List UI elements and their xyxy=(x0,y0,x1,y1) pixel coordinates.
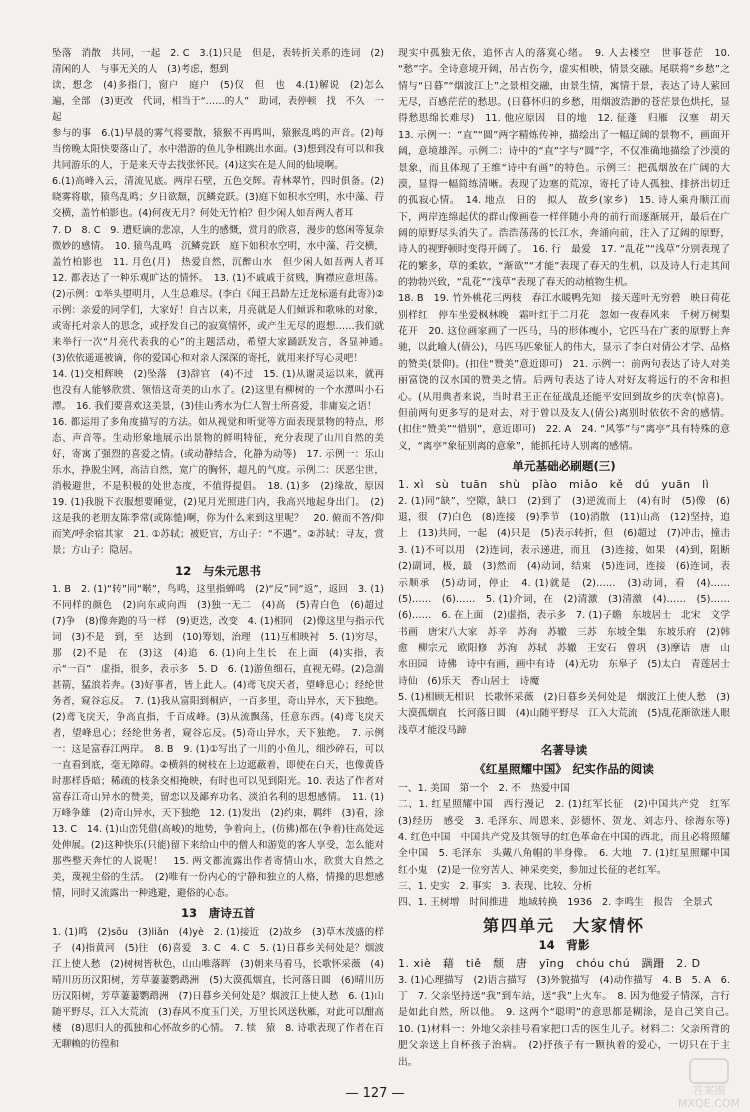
answer-paragraph: 现实中孤独无依，追怀古人的落寞心绪。 9. 人去楼空 世事苍茫 10. “愁”字。全诗意境开阔，吊古伤今，虚实相映，情景交融。尾联将“乡愁”之情与“日暮”“烟波江上”之景相交融，由景生情，寓情于景，表达了诗人萦回无尽，百感茫茫的愁思。(日暮怀归的乡愁，用烟波浩渺的苍茫景色烘托，显得愁思绵长难尽) 11. 他应原因 目的地 12. 征蓬 归雁 汉塞 胡天 13. 示例一：“直”“圆”两字精炼传神，描绘出了一幅辽阔的景物不，画面开阔，意境雄浑。示例二：诗中的“直”字与“圆”字，不仅准确地描绘了沙漠的景象，而且体现了王维“诗中有画”的特色。示例三：把孤烟放在广阔的大漠，显得一幅简练清晰。表现了边塞的荒凉，寄托了诗人孤独、排挤出切迁的孤寂心情。 14. 地点 日的 拟人 故乡(家乡) 15. 诗人乘舟顺江而下，两岸连绵起伏的群山像画卷一样伴随小舟的前行而逐渐展开，最后在广阔的原野尽头消失了。浩浩荡荡的长江水，奔涌向前，注入了辽阔的原野，诗人的视野顿时变得开阔了。 16. 行 最爱 17. “乱花”“浅草”分别表现了花的繁多，草的柔软，“渐欲”“才能”表现了春天的生机，以及诗人行走其间的勃勃兴致，“乱花”“浅草”表现了春天的动植物生机。 xyxy=(398,48,740,289)
answer-paragraph: 14. (1)交相辉映 (2)坠落 (3)辞官 (4)不过 15. (1)从谢灵运以来，就再也没有人能够欣赏、领悟这奇美的山水了。(2)这里有柳树的一个水潭叫小石潭。 16. 我们要喜欢这美景，(3)佳山秀水为仁人智士所喜爱，非庸妄之语！ xyxy=(52,368,384,413)
watermark-line1: 答案圈 xyxy=(692,1084,726,1097)
answer-paragraph: 18. B 19. 竹外桃花三两枝 春江水暖鸭先知 接天莲叶无穷碧 映日荷花别样红 停车坐爱枫林晚 霜叶红于二月花 忽如一夜春风来 千树万树梨花开 20. 这位画家画了一匹马，马的形体瘦小，它匹马在广袤的原野上奔驰，以此喻人(倩公)，马匹马匹象征人的伟大，显示了李白对倩公才学、品格的赞美(景仰)。(扣住“赞美”意近即可) 21. 示例一：前两句表达了诗人对美丽富饶的汉水国的赞美之情。后两句表达了诗人对好友将远行的不舍和担心。(从用典者来说，当时君王正在征战乱还能平安回到故乡的庆幸(惊喜)。但前两句更多写的是对去，对于曾以及友人(倩公)离别时依依不舍的感情。(扣住“赞美”“惜别”，意近即可) 22. A 24. “风筝”与“离亭”具有特殊的意义，“离亭”象征别离的意象”，能抓托诗人别离的感情。 xyxy=(398,293,730,452)
answer-paragraph: 四、1. 王树增 时间推进 地域转换 1936 2. 李鸣生 报告 全景式 xyxy=(398,897,713,909)
answer-paragraph: 7. D 8. C 9. 遭贬谪的悲凉，人生的感慨，赏月的欣喜，漫步的悠闲等复杂微妙的感情。 10. 猿鸟乱鸣 沉鳞竞跃 庭下如积水空明，水中藻、荇交横，盖竹柏影也 11. 月色(月) 热爱自然，沉醉山水 但少闲人如吾两人者耳 12. 都表达了一种乐观旷达的情怀。 13. (1)不戚戚于贫贱，胸襟应意坦荡。(2)示例：①举头望明月，人生总难尽。(李白《闻王昌龄左迁龙标遥有此寄》)②示例：亲爱的同学们，大家好！自古以来，月亮就是人们倾诉和歌咏的对象，或寄托对亲人的思念，或抒发自己的寂寞情怀，或产生无尽的遐想……我们就来举行一次“月亮代表我的心”的主题活动，希望大家踊跃发言，各显神通。 (3)依依遥遥被谪，你的爱国心和对亲人深深的寄托，就用来抒写心灵吧！ xyxy=(52,224,394,364)
answer-paragraph: 1. xì sù tuān shù pǐào miǎo kě dú yuān lì xyxy=(398,478,710,492)
watermark-badge-icon xyxy=(689,1058,729,1084)
answer-paragraph: 读，想念 (4)多指门，窗户 庭户 (5)仅 但 也 4.(1)解说 (2)怎么 遍，全部 (3)更改 代词，相当于“……的人” 助词，表停顿 找 不久 一起 xyxy=(52,80,394,124)
answer-paragraph: 三、1. 史实 2. 事实 3. 表现、比较、分析 xyxy=(398,880,593,892)
answer-paragraph: 5. (1)相顾无相识 长歌怀采薇 (2)日暮乡关何处是 烟波江上使人愁 (3)大漠孤烟直 长河落日圆 (4)山随平野尽 江入大荒流 (5)乱花渐欲迷人眼 浅草才能没马蹄 xyxy=(398,692,740,736)
page-number: — 127 — xyxy=(345,1086,405,1101)
section-heading: 14 背影 xyxy=(538,938,590,953)
answer-paragraph: 6.(1)高峰入云，清流见底。两岸石壁，五色交辉。青林翠竹，四时俱备。(2)晓雾将歇，猿鸟乱鸣；夕日欲颓，沉鳞竞跃。(3)庭下如积水空明，水中藻、荇交横，盖竹柏影也。(4)何夜无月？何处无竹柏？但少闲人如吾两人者耳 xyxy=(52,176,384,220)
answer-paragraph: 坠落 消散 共同，一起 2. C 3.(1)只是 但是，表转折关系的连词 (2)清闲的人 与事无关的人 (3)考虑，想到 xyxy=(52,48,384,76)
answer-paragraph: 1. (1)鸣 (2)sōu (3)liǎn (4)yè 2. (1)接近 (2)故乡 (3)草木茂盛的样子 (4)指黄河 (5)往 (6)喜爱 3. C 4. C 5. (1)日暮乡关何处是？烟波江上使人愁 (2)树树皆秋色，山山唯落晖 (3)朝来马看马，长歌怀采薇 (4)晴川历历汉阳树，芳草萋萋鹦鹉洲 (5)大漠孤烟直，长河落日圆 (6)晴川历历汉阳树，芳草萋萋鹦鹉洲 (7)日暮乡关何处是？烟波江上使人愁 6. (1)山随平野尽，江入大荒流 (3)春风不度玉门关，万里长风送秋雁，对此可以酣高楼 (8)思归人的孤独和心怀故乡的心情。 7. 犊 猿 8. 诗歌表现了作者在百无聊赖的彷徨和 xyxy=(52,926,384,1050)
watermark-logo xyxy=(676,1058,742,1110)
section-heading: 13 唐诗五首 xyxy=(180,906,256,921)
answer-paragraph: 二、1. 红星照耀中国 西行漫记 2. (1)红军长征 (2)中国共产党 红军 (3)经历 感受 3. 毛泽东、周恩来、彭德怀、贺龙、刘志丹、徐海东等) 4. 红色中国 中国共产党及其领导的红色革命在中国的西北，而且必将照耀全中国 5. 毛泽东 头戴八角帽的半身像。 6. 大地 7. (1)红星照耀中国 红小鬼 (2)是一位穷苦人、神采奕奕，参加过长征的老红军。 xyxy=(398,799,740,876)
answer-paragraph: 2. (1)同“缺”，空隙，缺口 (2)到了 (3)逆流而上 (4)有时 (5)像 (6)退，很 (7)白色 (8)连接 (9)季节 (10)消散 (11)山高 (12)坚持，追上 (13)共同，一起 (4)只是 (5)表示转折，但 (6)超过 (7)冲击，撞击 3. (1)不可以用 (2)连词，表示递进，而且 (3)连接，如果 (4)到，阻断 (2)副词，极，最 (3)然而 (4)动词，结束 (5)连词，连接 (6)连词，表示顺承 (5)动词，停止 4. (1)就是 (2)…… (3)动词，看 (4)…… (5)…… (6)…… 5. (1)介词，在 (2)清激 (3)清激 (4)…… (5)…… (6)…… 6. 在上面 (2)虚指，表示多 7. (1)子瞻 东坡居士 北宋 文学 书画 唐宋八大家 苏辛 苏洵 苏辙 三苏 东坡全集 东坡乐府 (2)韩愈 柳宗元 欧阳修 苏洵 苏轼 苏辙 王安石 曾巩 (3)摩诘 唐 山水田园 诗佛 诗中有画，画中有诗 (4)无功 东皋子 (5)太白 青莲居士 诗仙 (6)乐天 香山居士 诗魔 xyxy=(398,495,740,687)
unit-heading: 第四单元 大家情怀 xyxy=(482,915,645,935)
section-heading: 《红星照耀中国》 纪实作品的阅读 xyxy=(474,762,654,777)
right-column xyxy=(398,46,740,1071)
watermark-line2: MXQE.COM xyxy=(678,1097,740,1110)
page-number-value: 127 xyxy=(362,1086,388,1101)
left-column xyxy=(52,46,394,1053)
section-heading: 单元基础必刷题(三) xyxy=(512,458,616,473)
answer-paragraph: 1. B 2. (1)“转”同“啭”，鸟鸣，这里指蝉鸣 (2)“反”同“返”，返回 3. (1)不同样的颜色 (2)向东或向西 (3)独一无二 (4)高 (5)青白色 (6)超过 (7)争 (8)像奔跑的马一样 (9)更迭，改变 4. (1)相同 (2)像这里与指示代词 (3)不是 到，至 达到 (10)筹划，治理 (11)互相映衬 5. (1)穷尽，那 (2)不是 在 (3)这 (4)追 6. (1)向上生长 在上面 (4)实指，表示“一百” 虚指，很多，表示多 5. D 6. (1)游鱼细石，直视无碍。(2)急湍甚箭，猛浪若奔。(3)好事者，皆上此人。(4)鸢飞戾天者，望峰息心；经纶世务者，窥谷忘反。 7. (1)我从富阳到桐庐，一百多里，奇山异水，天下独绝。(2)鸢飞戾天，争高直指，千百成峰。(3)从流飘荡，任意东西。(4)鸢飞戾天者，望峰息心；经纶世务者，窥谷忘反。(5)奇山异水，天下独绝。 7. 示例一：这是富春江两岸。 8. B 9. (1)①写出了一川的小鱼儿，细沙碎石，可以一直看到底，毫无障碍。②横斜的树枝在上边遮蔽着，即使在白天，也像黄昏时那样昏暗；稀疏的枝条交相掩映，有时也可以见到阳光。10. 表达了作者对富春江奇山异水的赞美，留恋以及鄙弃功名、淡泊名利的思想感情。 11. (1)万峰争雄 (2)奇山异水，天下独绝 12. (1)发出 (2)约束，羁绊 (3)看，涂 13. C 14. (1)山峦凭借(高峻)的地势，争着向上，(仿佛)都在(争着)往高处远处伸展。(2)这种快乐(只能)留下来给山中的僧人和游览的客人享受，怎么能对那些整天奔忙的人说呢！ 15. 两文都流露出作者寄情山水，欣赏大自然之美，蔑视尘俗的生活。 (2)唯有一份内心的宁静和独立的人格，情操的思想感情，同时又流露出一种逃避，避俗的心态。 xyxy=(52,583,394,900)
answer-paragraph: 一、1. 美国 第一个 2. 不 热爱中国 xyxy=(398,782,570,794)
answer-paragraph: 1. xiè 藉 tiě 颓 唐 yīng chóu chú 蹒跚 2. D xyxy=(398,957,701,971)
answer-paragraph: 3. (1)心理描写 (2)语言描写 (3)外貌描写 (4)动作描写 4. B 5. A 6. 丁 7. 父亲坚持送“我”到车站，送“我”上火车。 8. 因为他爱子情深，言行是如此自然，所以他。 9. 这两个“聪明”的意思都是糊涂，是自己笑自己。 10. (1)材料一：外地父亲挂号看家把口舌的医生儿子。材料二：父亲所背的肥父亲送上自杯孩子治病。 (2)抒孩子有一颗执着的爱心，一切只在于主出。 xyxy=(398,974,740,1068)
section-heading: 12 与朱元思书 xyxy=(175,563,261,578)
section-heading: 名著导读 xyxy=(540,743,588,758)
answer-paragraph: 16. 都运用了多角度描写的方法。如从视觉和听觉等方面表现景物的特点，形态、声音等。生动形象地展示出景物的鲜明特征，充分表现了山川自然的美好，寄寓了强烈的喜爱之情。(或动静结合，化静为动等) 17. 示例一：乐山乐水，挣脱尘网，高洁自然，宽广的胸怀，超凡的气度。示例二：厌恶尘世，消极避世，不是积极的处世态度，不值得提倡。 18. (1)多 (2)缘故，原因 19. (1)我脱下衣服想要睡觉，(2)见月光照进门内，我高兴地起身出门。 (2)这是我的老朋友陈季常(或陈慥)啊，你为什么来到这里呢？ 20. 俯而不答/仰而笑/呼余宿其家 21. ①苏轼；被贬官，方山子：“不遇”。②苏轼：寻友，赏景；方山子：隐居。 xyxy=(52,417,394,557)
answer-paragraph: 参与的事 6.(1)早晨的雾气将要散，猿猴不再鸣叫，猿猴乱鸣的声音。(2)每当傍晚太阳快要落山了，水中潜游的鱼儿争相跳出水面。(3)想到没有可以和我共同游乐的人，于是来天寺去找张怀民。(4)这实在是人间的仙境啊。 xyxy=(52,128,384,172)
